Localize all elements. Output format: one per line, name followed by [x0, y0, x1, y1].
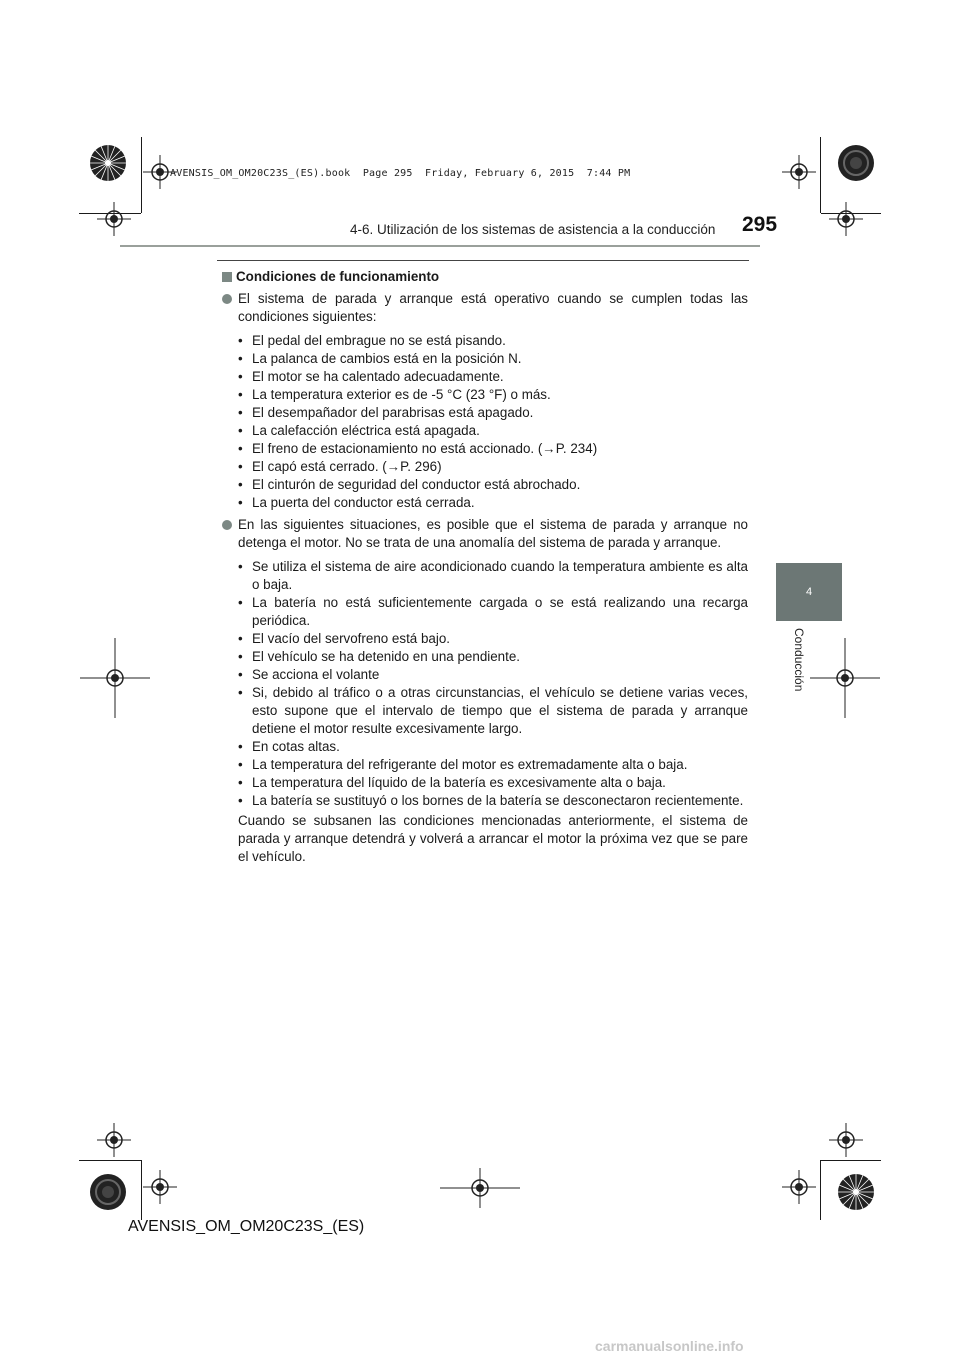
- situation-list: [222, 558, 748, 810]
- list-item: • Si, debido al tráfico o a otras circunstancias, el vehículo se detiene varias veces, esto supone que el intervalo de tiempo que el sistema de parada y arranque detiene el motor resulte excesivamente largo.: [238, 684, 748, 738]
- trim-line: [79, 1160, 141, 1161]
- crosshair-icon: [782, 155, 816, 189]
- list-item: • Se utiliza el sistema de aire acondicionado cuando la temperatura ambiente es alta o baja.: [238, 558, 748, 594]
- list-item: • El vacío del servofreno está bajo.: [238, 630, 748, 648]
- list-item: • En cotas altas.: [238, 738, 748, 756]
- list-item: • La batería se sustituyó o los bornes de la batería se desconectaron recientemente.: [238, 792, 748, 810]
- chapter-tab: 4: [776, 563, 842, 621]
- section-title: 4-6. Utilización de los sistemas de asistencia a la conducción: [350, 222, 716, 237]
- condition-list: [222, 332, 748, 512]
- crosshair-icon: [143, 1170, 177, 1204]
- list-item: • El capó está cerrado. (→P. 296): [238, 458, 748, 476]
- header-divider: [120, 245, 760, 247]
- list-item: • La batería no está suficientemente cargada o se está realizando una recarga periódica.: [238, 594, 748, 630]
- crosshair-icon: [97, 202, 131, 236]
- list-item: • La temperatura exterior es de -5 °C (23 °F) o más.: [238, 386, 748, 404]
- trim-line: [141, 1160, 142, 1220]
- list-item: • Se acciona el volante: [238, 666, 748, 684]
- closing-paragraph: Cuando se subsanen las condiciones mencionadas anteriormente, el sistema de parada y arranque detendrá y volverá a arrancar el motor la próxima vez que se pare el vehículo.: [238, 813, 748, 864]
- chapter-label: Conducción: [792, 628, 806, 692]
- list-item: • El vehículo se ha detenido en una pendiente.: [238, 648, 748, 666]
- crosshair-icon: [829, 202, 863, 236]
- crosshair-icon: [782, 1170, 816, 1204]
- list-item: • La temperatura del líquido de la batería es excesivamente alta o baja.: [238, 774, 748, 792]
- trim-line: [820, 137, 821, 213]
- crosshair-icon: [97, 1123, 131, 1157]
- circle-bullet-icon: [222, 294, 232, 304]
- starburst-icon: [88, 143, 128, 183]
- starburst-icon: [88, 1172, 128, 1212]
- crosshair-icon: [810, 638, 880, 718]
- list-item: • El motor se ha calentado adecuadamente.: [238, 368, 748, 386]
- list-item: • El pedal del embrague no se está pisando.: [238, 332, 748, 350]
- main-content: [222, 268, 748, 866]
- list-item: • El freno de estacionamiento no está accionado. (→P. 234): [238, 440, 748, 458]
- list-item: • La calefacción eléctrica está apagada.: [238, 422, 748, 440]
- trim-line: [820, 1160, 821, 1220]
- print-info: AVENSIS_OM_OM20C23S_(ES).book Page 295 Friday, February 6, 2015 7:44 PM: [170, 168, 631, 179]
- list-item: • La puerta del conductor está cerrada.: [238, 494, 748, 512]
- square-bullet-icon: [222, 272, 232, 282]
- starburst-icon: [836, 1172, 876, 1212]
- circle-item: En las siguientes situaciones, es posible que el sistema de parada y arranque no detenga el motor. No se trata de una anomalía del sistema de parada y arranque.: [222, 516, 748, 552]
- list-item: • La palanca de cambios está en la posición N.: [238, 350, 748, 368]
- watermark: carmanualsonline.info: [595, 1338, 744, 1354]
- circle-item: El sistema de parada y arranque está operativo cuando se cumplen todas las condiciones siguientes:: [222, 290, 748, 326]
- list-item: • La temperatura del refrigerante del motor es extremadamente alta o baja.: [238, 756, 748, 774]
- document-id: AVENSIS_OM_OM20C23S_(ES): [128, 1218, 365, 1235]
- section-heading: Condiciones de funcionamiento: [222, 268, 748, 286]
- starburst-icon: [836, 143, 876, 183]
- circle-bullet-icon: [222, 520, 232, 530]
- trim-line: [141, 137, 142, 213]
- trim-line: [821, 1160, 881, 1161]
- page-number: 295: [742, 213, 778, 236]
- crosshair-icon: [80, 638, 150, 718]
- content-divider: [217, 260, 749, 261]
- list-item: • El cinturón de seguridad del conductor está abrochado.: [238, 476, 748, 494]
- crosshair-icon: [440, 1168, 520, 1208]
- list-item: • El desempañador del parabrisas está apagado.: [238, 404, 748, 422]
- crosshair-icon: [829, 1123, 863, 1157]
